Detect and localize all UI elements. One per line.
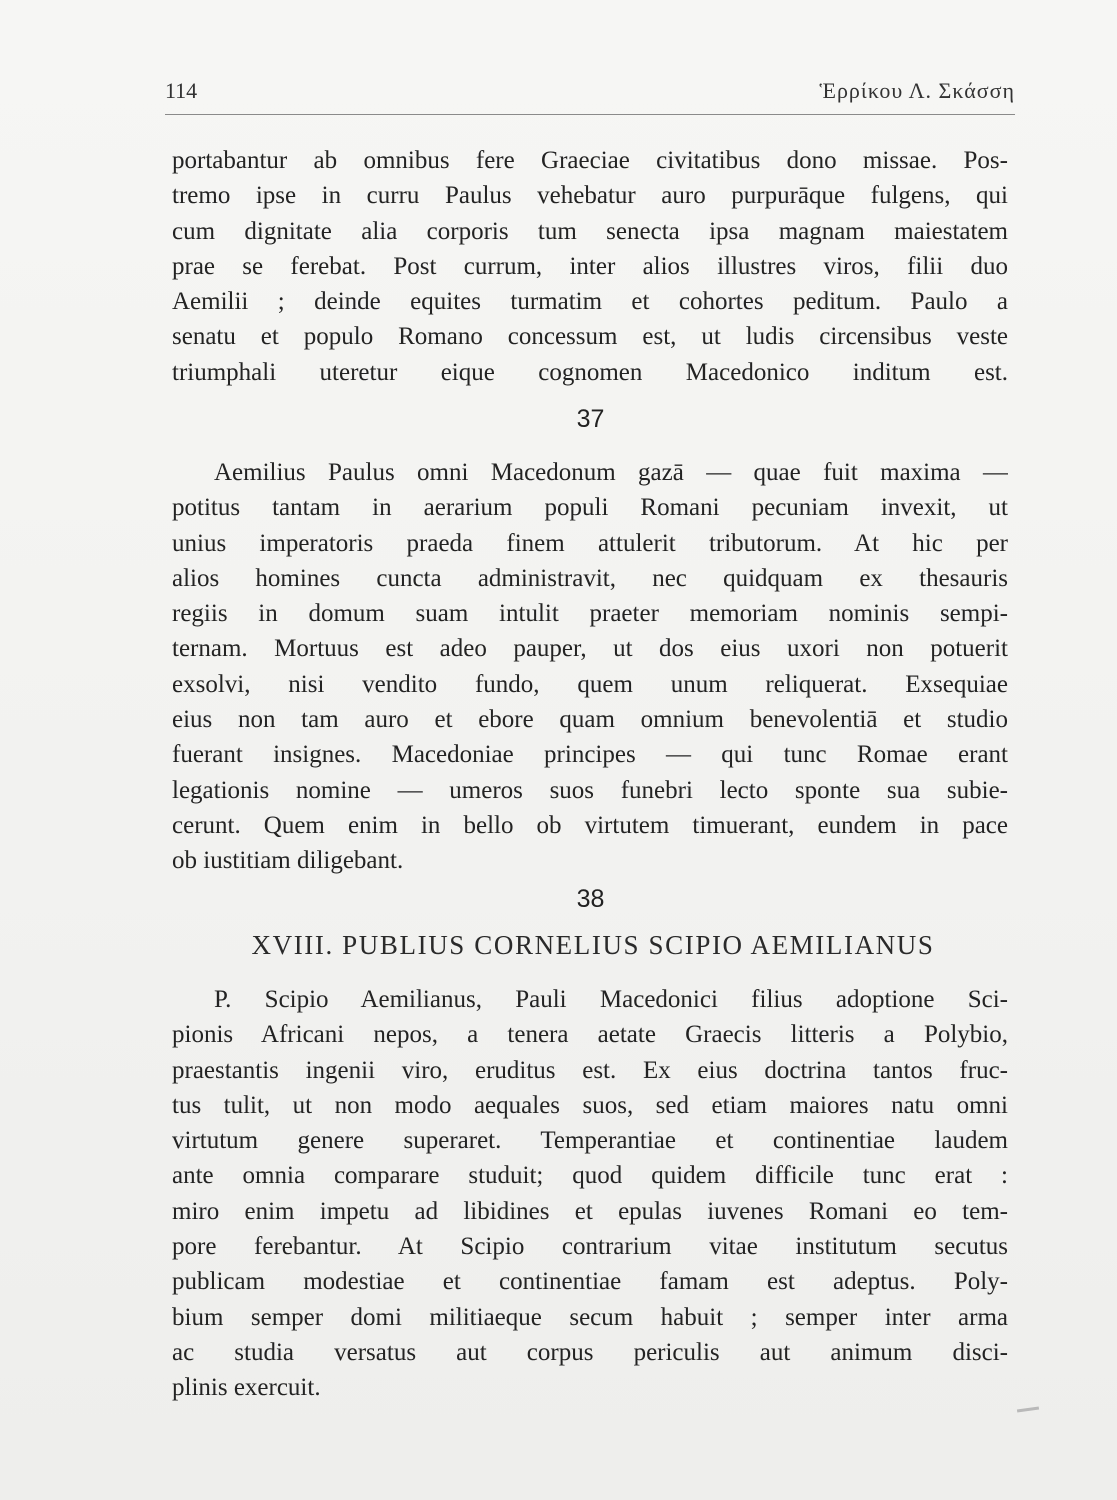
paragraph-section-38 bbox=[172, 982, 1008, 1406]
text-line: miro enim impetu ad libidines et epulas iuvenes Romani eo tem- bbox=[172, 1197, 1008, 1225]
text-line: tremo ipse in curru Paulus vehebatur auro purpurāque fulgens, qui bbox=[172, 182, 1008, 210]
text-line: triumphali uteretur eique cognomen Macedonico inditum est. bbox=[172, 358, 1008, 386]
text-line: cerunt. Quem enim in bello ob virtutem timuerant, eundem in pace bbox=[172, 811, 1008, 839]
text-line: exsolvi, nisi vendito fundo, quem unum reliquerat. Exsequiae bbox=[172, 670, 1008, 698]
text-line: senatu et populo Romano concessum est, ut ludis circensibus veste bbox=[172, 323, 1008, 351]
text-line: fuerant insignes. Macedoniae principes — qui tunc Romae erant bbox=[172, 741, 1008, 769]
text-line: virtutum genere superaret. Temperantiae et continentiae laudem bbox=[172, 1127, 1008, 1155]
text-line: legationis nomine — umeros suos funebri lecto sponte sua subie- bbox=[172, 776, 1008, 804]
text-line: cum dignitate alia corporis tum senecta ipsa magnam maiestatem bbox=[172, 217, 1008, 245]
section-number-38: 38 bbox=[576, 885, 605, 913]
paragraph-continuation bbox=[172, 143, 1008, 390]
text-line: ante omnia comparare studuit; quod quidem difficile tunc erat : bbox=[172, 1162, 1008, 1190]
text-line: unius imperatoris praeda finem attulerit tributorum. At hic per bbox=[172, 529, 1008, 557]
running-head bbox=[165, 78, 1015, 112]
text-line: bium semper domi militiaeque secum habuit ; semper inter arma bbox=[172, 1303, 1008, 1331]
text-line: portabantur ab omnibus fere Graeciae civitatibus dono missae. Pos- bbox=[172, 147, 1008, 174]
text-line: publicam modestiae et continentiae famam est adeptus. Poly- bbox=[172, 1268, 1008, 1296]
text-line: Aemilii ; deinde equites turmatim et cohortes peditum. Paulo a bbox=[172, 288, 1008, 316]
header-rule bbox=[165, 114, 1015, 115]
text-line: potitus tantam in aerarium populi Romani pecuniam invexit, ut bbox=[172, 494, 1008, 522]
text-line: tus tulit, ut non modo aequales suos, sed etiam maiores natu omni bbox=[172, 1091, 1008, 1119]
text-line: prae se ferebat. Post currum, inter alios illustres viros, filii duo bbox=[172, 252, 1008, 280]
text-line: ob iustitiam diligebant. bbox=[172, 847, 404, 875]
text-line: alios homines cuncta administravit, nec quidquam ex thesauris bbox=[172, 564, 1008, 592]
text-line: regiis in domum suam intulit praeter memoriam nominis sempi- bbox=[172, 600, 1008, 628]
text-line: plinis exercuit. bbox=[172, 1374, 321, 1402]
running-title: Ἑρρίκου Λ. Σκάσση bbox=[819, 78, 1015, 103]
paragraph-section-37 bbox=[172, 455, 1008, 879]
chapter-heading: XVIII. PUBLIUS CORNELIUS SCIPIO AEMILIANUS bbox=[251, 930, 935, 960]
text-line: praestantis ingenii viro, eruditus est. Ex eius doctrina tantos fruc- bbox=[172, 1056, 1008, 1084]
text-line: P. Scipio Aemilianus, Pauli Macedonici filius adoptione Sci- bbox=[214, 986, 1008, 1013]
ink-smudge bbox=[1017, 1406, 1039, 1412]
text-line: ternam. Mortuus est adeo pauper, ut dos eius uxori non potuerit bbox=[172, 635, 1008, 663]
text-line: eius non tam auro et ebore quam omnium benevolentiā et studio bbox=[172, 706, 1008, 734]
text-line: ac studia versatus aut corpus periculis aut animum disci- bbox=[172, 1338, 1008, 1366]
text-line: pionis Africani nepos, a tenera aetate Graecis litteris a Polybio, bbox=[172, 1021, 1008, 1049]
text-line: Aemilius Paulus omni Macedonum gazā — quae fuit maxima — bbox=[214, 459, 1008, 486]
page-number: 114 bbox=[165, 78, 198, 103]
section-number-37: 37 bbox=[576, 405, 605, 433]
text-line: pore ferebantur. At Scipio contrarium vitae institutum secutus bbox=[172, 1233, 1008, 1261]
